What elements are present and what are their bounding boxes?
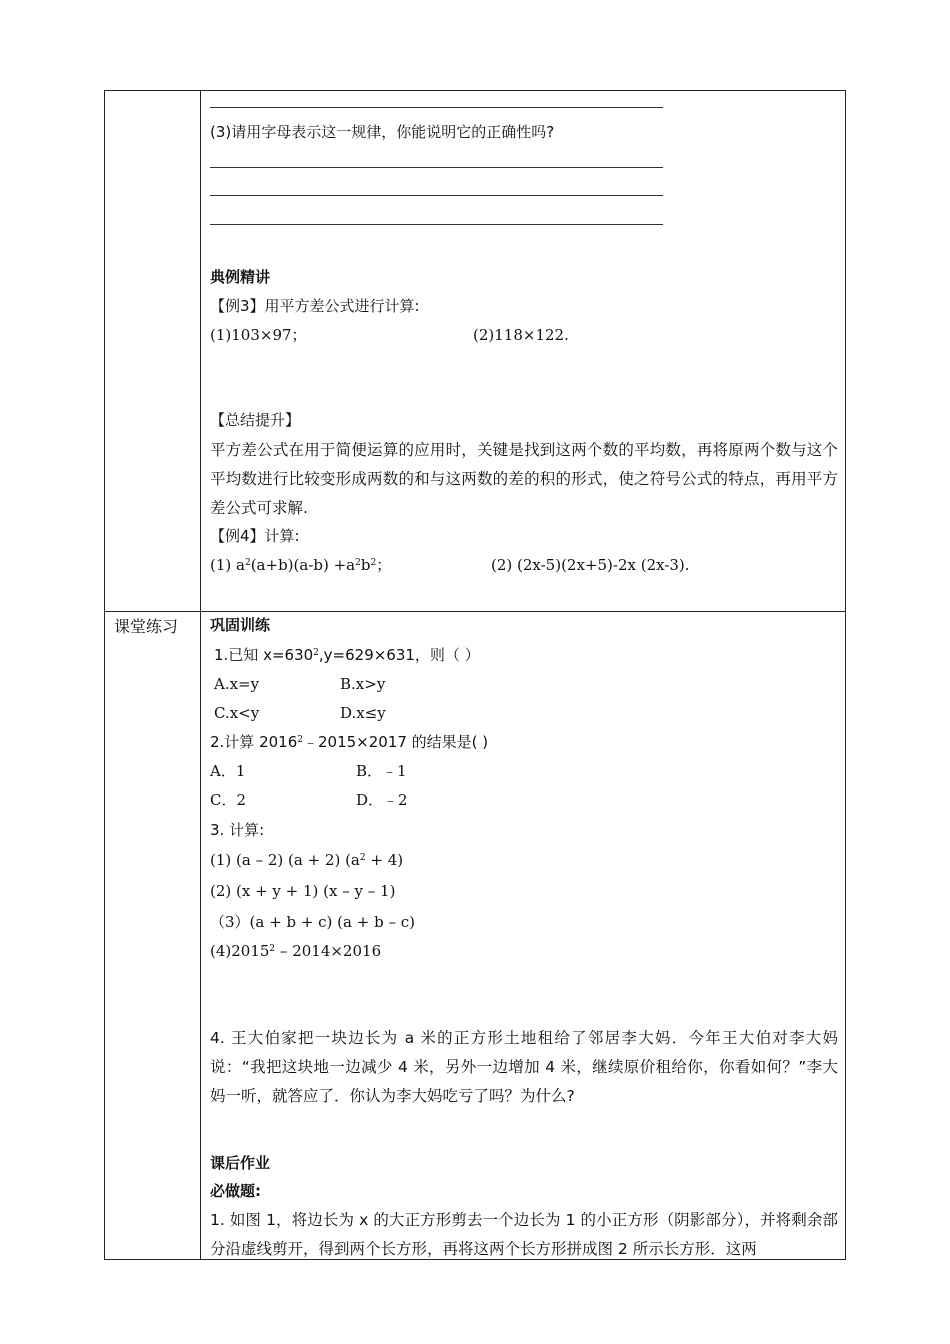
answer-blank-line	[210, 107, 663, 108]
homework-1-text: 1. 如图 1，将边长为 x 的大正方形剪去一个边长为 1 的小正方形（阴影部分），并将剩余部分沿虚线剪开，得到两个长方形，再将这两个长方形拼成图 2 所示长方形．这两	[210, 1211, 838, 1258]
question-4-text: 4. 王大伯家把一块边长为 a 米的正方形土地租给了邻居李大妈．今年王大伯对李大妈说：“我把这块地一边减少 4 米，另外一边增加 4 米，继续原价租给你，你看如何？”李大妈一听，就答应了．你认为李大妈吃亏了吗？为什么?	[210, 1029, 838, 1105]
section-title-examples: 典例精讲	[210, 268, 271, 286]
summary-title: 【总结提升】	[210, 411, 301, 429]
question-2-option-a: A．1	[210, 762, 246, 780]
question-3-item-2: (2) (x + y + 1) (x – y – 1)	[210, 882, 396, 900]
question-2-option-c: C．2	[210, 791, 247, 809]
answer-blank-line	[210, 167, 663, 168]
example-3-item-1: (1)103×97；	[210, 326, 307, 344]
answer-blank-line	[210, 224, 663, 225]
row-label-cell	[105, 91, 201, 612]
content-cell-practice	[201, 612, 846, 1260]
question-2-option-d: D．﹣2	[356, 791, 408, 809]
table-row	[105, 91, 846, 612]
question-3-item-3: （3）(a + b + c) (a + b – c)	[210, 913, 415, 931]
table-row	[105, 612, 846, 1260]
example-4-item-2: (2) (2x-5)(2x+5)-2x (2x-3).	[491, 556, 690, 574]
question-2: 2.计算 $2016^2﹣2015\times 2017$ 的结果是( )	[210, 733, 489, 751]
question-3-item-4: (4)2015$^2$ – 2014×2016	[210, 942, 382, 960]
question-2-option-b: B．﹣1	[356, 762, 407, 780]
row-label-practice: 课堂练习	[114, 617, 179, 636]
question-1-option-a: A.x=y	[214, 675, 260, 693]
example-4-prompt: 【例4】计算:	[210, 527, 300, 545]
example-3-item-2: (2)118×122.	[473, 326, 569, 344]
question-3-text: (3)请用字母表示这一规律，你能说明它的正确性吗?	[210, 123, 555, 141]
question-3-prompt: 3. 计算:	[210, 821, 265, 839]
question-3-item-1: (1) (a – 2) (a + 2) $(a^2 + 4)$	[210, 851, 404, 869]
lesson-table	[104, 90, 846, 1260]
required-title: 必做题:	[210, 1182, 261, 1200]
question-1-option-d: D.x≤y	[340, 704, 386, 722]
row-label-cell	[105, 612, 201, 1260]
example-3-prompt: 【例3】用平方差公式进行计算:	[210, 297, 420, 315]
question-1: 1.已知 $x=630^2,y=629\times 631$，则（ ）	[214, 646, 480, 664]
content-cell-explore	[201, 91, 846, 612]
answer-blank-line	[210, 195, 663, 196]
example-4-item-1: (1) $a^2(a+b)(a-b) +a^2b^2$；	[210, 556, 392, 574]
question-1-option-b: B.x>y	[340, 675, 386, 693]
section-title-consolidation: 巩固训练	[210, 616, 271, 634]
summary-text: 平方差公式在用于简便运算的应用时，关键是找到这两个数的平均数，再将原两个数与这个平均数进行比较变形成两数的和与这两数的差的积的形式，使之符号公式的特点，再用平方差公式可求解.	[210, 441, 838, 517]
question-1-option-c: C.x<y	[214, 704, 260, 722]
homework-title: 课后作业	[210, 1154, 271, 1172]
